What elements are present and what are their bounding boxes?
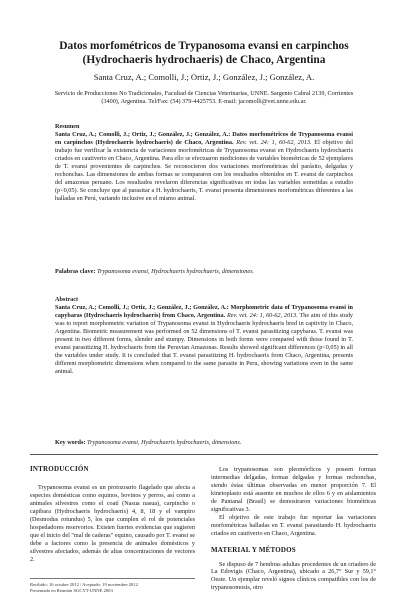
abstract-heading: Abstract: [55, 296, 79, 303]
resumen-heading: Resumen: [55, 123, 80, 130]
intro-heading: INTRODUCCIÓN: [30, 465, 89, 473]
intro-paragraph-2: Los trypanosomas son pleomórficos y poseen formas intermedias delgadas, formas delgadas y formas rechonchas, siendo éstas últimas observadas en menor proporción 7. El kinetoplasto está ausente en muchos de ellos 6 y en aislamientos de Pantanal (Brasil) se demostraron variaciones biométricas significativas 3.: [211, 466, 376, 513]
title-line-1: Datos morfométricos de Trypanosoma evansi en carpinchos: [59, 40, 349, 52]
key-words-label: Key words:: [55, 439, 86, 446]
objective-paragraph: El objetivo de este trabajo fue reportar las variaciones morfométricas halladas en T. evansi parasitando H. hydrochaeris criados en cautiverio en Chaco, Argentina.: [211, 513, 376, 537]
resumen-citation: Santa Cruz, A.; Comolli, J.; Ortiz, J.; González, J.; González, A.: Datos morfométricos de Trypanosoma evansi en carpinchos (Hydrochaeris hydrochaeris) de Chaco, Argentina.: [55, 130, 353, 146]
palabras-clave-label: Palabras clave:: [55, 268, 96, 275]
title-line-2: (Hydrochaeris hydrochaeris) de Chaco, Argentina: [82, 53, 326, 66]
resumen-body: [55, 131, 353, 203]
resumen-journal: Rev. vet. 24: 1, 60-62, 2013.: [236, 138, 312, 146]
methods-paragraph: Se dispuso de 7 hembras adultas procedentes de un criadero de La Edovigis (Chaco, Argentina), ubicado a 26,7° Sur y 59,1° Oeste. Un ejemplar reveló signos clínicos compatibles con los de trypanosomosis, otro: [211, 560, 376, 592]
section-divider: [30, 454, 378, 455]
abstract-section: [55, 296, 353, 376]
methods-heading: MATERIAL Y MÉTODOS: [211, 545, 296, 554]
footnote: [30, 578, 195, 594]
author-list: Santa Cruz, A.; Comolli, J.; Ortiz, J.; González, J.; González, A.: [93, 72, 315, 82]
right-column: [211, 466, 376, 592]
palabras-clave-values: Trypanosoma evansi, Hydrochaeris hydrochaeris, dimensiones.: [96, 268, 255, 275]
footnote-presented: Presentado en Reunión SGCYT-UNNE 2003: [30, 588, 113, 593]
resumen-text: El objetivo del trabajo fue verificar la existencia de variaciones morfométricas de Trypanosoma evansi en Hydrochaeris hydrochaeris criados en cautiverio en Chaco, Argentina. Para ello se efectuaron mediciones de variables biométricas de 52 ejemplares de T. evansi provenientes de carpinchos. Se reconocieron dos variaciones morfométricas del parásito, delgadas y rechonchas. Las dimensiones de ambas formas se compararon con los resultados obtenidos en T. evansi de carpinchos del amazonas peruano. Los resultados revelaron diferencias significativas en todas las variables sometidas a estudio (p<0,05). Se concluye que al parasitar a H. hydrochaeris, T. evansi presenta dimensiones morfométricas diferentes a las halladas en Perú, variando inclusive en el mismo animal.: [55, 138, 354, 202]
key-words: [55, 439, 353, 447]
resumen-section: [55, 123, 353, 203]
abstract-body: [55, 304, 353, 376]
intro-paragraph: Trypanosoma evansi es un protozoario flagelado que afecta a especies domésticas como equinos, bovinos y perros, así como a animales silvestres como el coatí (Nasua nasua), carpincho o capibara (Hydrochaeris hydrochaeris) 4, 8, 18 y el vampiro (Desmodus rotundus) 5, los que cumplen el rol de potenciales hospedadores reservorios. Existen fuertes evidencias que sugieren que el inicio del "mal de caderas" equino, causado por T. evansi se debe a factores como la presencia de animales domésticos y silvestres afectados, además de altas concentraciones de vectores 2.: [30, 483, 195, 563]
footnote-received: Recibido: 16 octubre 2012 / Aceptado: 19 noviembre 2012: [30, 582, 138, 587]
paper-title: [30, 40, 378, 67]
left-column: [30, 466, 195, 563]
affiliation: Servicio de Producciones No Tradicionales, Facultad de Ciencias Veterinarias, UNNE. Sargento Cabral 2139, Corrientes (3400), Argentina. Tel/Fax: (54) 379-4425753. E-mail: jacomolli@vet.unne.edu.ar.: [54, 90, 354, 106]
abstract-journal: Rev. vet. 24: 1, 60-62, 2013.: [226, 311, 298, 319]
palabras-clave: [55, 268, 353, 276]
abstract-text: The aim of this study was to report morphometric variation of Trypanosoma evansi in Hydrochaeris hydrochaeris bred in captivity in Chaco, Argentina. Biometric measurement was performed on 52 dimensions of T. evansi parasitizing capybaras. T. evansi was present in two different forms, slender and stumpy. Dimensions in both forms were compared with those found in T. evansi parasitizing H. hydrochaeris from the Peruvian Amazonas. Results showed significant differences (p<0,05) in all the variables under study. It is concluded that T. evansi parasitizing H. hydrochaeris from Chaco, Argentina, presents different morphometric dimensions when compared to the same parasite in Peru, showing variations even in the same animal.: [55, 311, 354, 375]
abstract-citation: Santa Cruz, A.; Comolli, J.; Ortiz, J.; González, J.; González, A.: Morphometric data of Trypanosoma evansi in capybaras (Hydrochaeris hydrochaeris) from Chaco, Argentina.: [55, 303, 353, 319]
key-words-values: Trypanosoma evansi, Hydrochaeris hydrochaeris, dimensions.: [86, 439, 242, 446]
